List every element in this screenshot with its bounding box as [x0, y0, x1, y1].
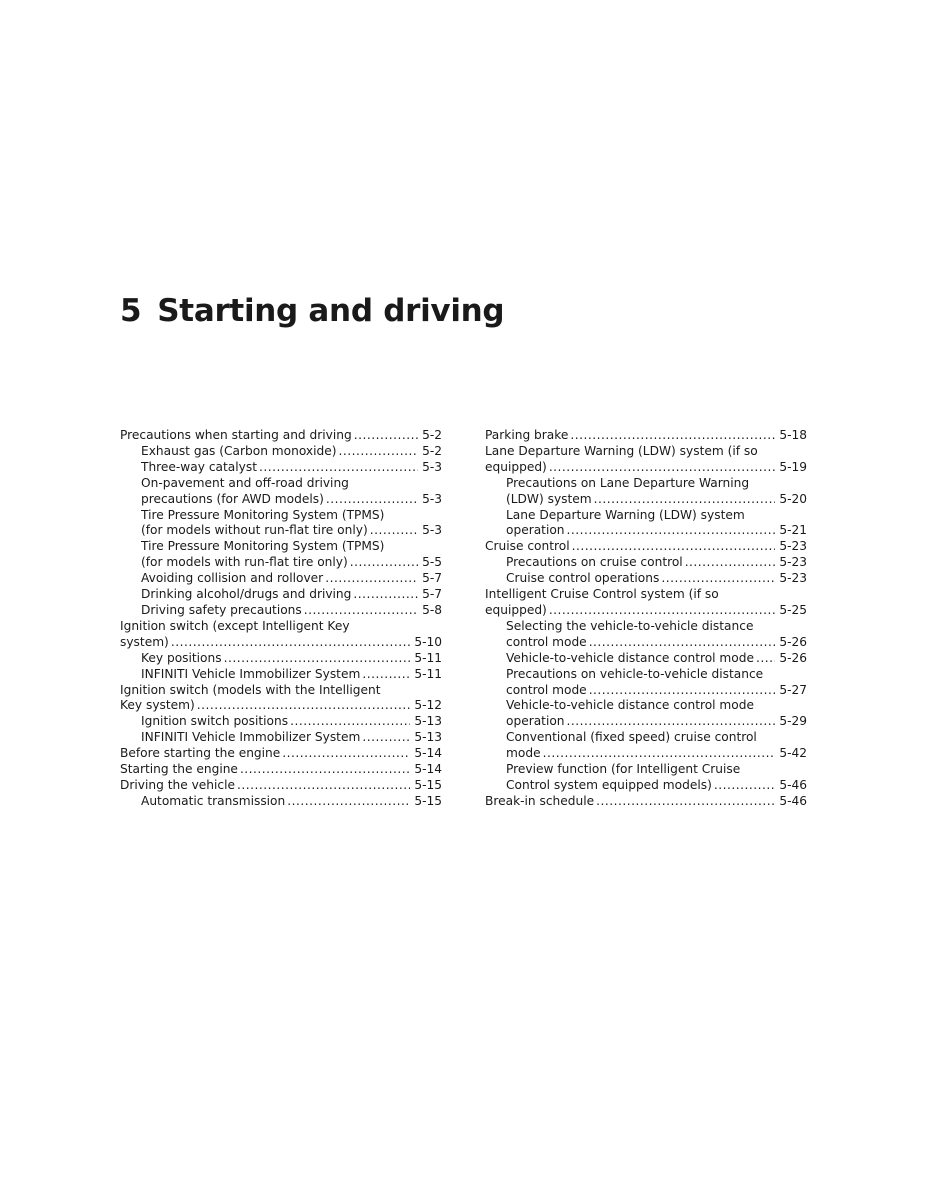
- toc-entry-text: Parking brake: [485, 428, 569, 442]
- toc-dot-leader: [659, 571, 775, 587]
- toc-dot-leader: [222, 651, 411, 667]
- toc-entry-text: mode: [506, 746, 541, 761]
- toc-entry-text: Exhaust gas (Carbon monoxide): [141, 443, 337, 458]
- toc-entry-row: [141, 523, 442, 539]
- toc-dot-leader: [592, 492, 776, 508]
- toc-page-number[interactable]: 5-7: [422, 571, 442, 586]
- toc-entry-text: equipped): [485, 602, 547, 617]
- toc-entry-text: On-pavement and off-road driving: [141, 475, 349, 490]
- toc-entry[interactable]: [120, 651, 442, 667]
- toc-entry-row: [141, 460, 442, 476]
- toc-page-number[interactable]: 5-10: [414, 634, 442, 649]
- toc-entry-row: [506, 778, 807, 794]
- toc-entry-text: Conventional (fixed speed) cruise control: [506, 730, 757, 745]
- toc-entry-text: INFINITI Vehicle Immobilizer System: [141, 730, 361, 745]
- toc-page-number[interactable]: 5-29: [779, 714, 807, 729]
- toc-entry[interactable]: [120, 603, 442, 619]
- toc-entry[interactable]: [485, 794, 807, 810]
- toc-entry-text: Three-way catalyst: [141, 459, 257, 474]
- toc-entry[interactable]: [120, 619, 442, 651]
- toc-entry-text: Avoiding collision and rollover: [141, 571, 324, 586]
- toc-page-number[interactable]: 5-3: [422, 523, 442, 538]
- toc-entry-row: [141, 444, 442, 460]
- toc-dot-leader: [348, 555, 418, 571]
- toc-entry-row: [506, 714, 807, 730]
- toc-dot-leader: [360, 667, 410, 683]
- toc-entry-row: [506, 492, 807, 508]
- toc-dot-leader: [288, 714, 410, 730]
- toc-entry-text: Before starting the engine: [120, 746, 281, 761]
- toc-entry-row: [506, 571, 807, 587]
- toc-entry[interactable]: [485, 730, 807, 762]
- toc-entry-text: Tire Pressure Monitoring System (TPMS): [141, 539, 385, 554]
- toc-page-number[interactable]: 5-3: [422, 491, 442, 506]
- toc-entry[interactable]: [120, 444, 442, 460]
- toc-page-number[interactable]: 5-11: [414, 650, 442, 665]
- toc-entry-text: control mode: [506, 634, 587, 649]
- toc-dot-leader: [280, 746, 410, 762]
- toc-page-number[interactable]: 5-25: [779, 602, 807, 617]
- toc-dot-leader: [324, 492, 418, 508]
- toc-entry[interactable]: [120, 428, 442, 444]
- toc-dot-leader: [712, 778, 775, 794]
- toc-entry-row: [506, 635, 807, 651]
- toc-entry[interactable]: [485, 555, 807, 571]
- toc-entry[interactable]: [485, 508, 807, 540]
- toc-dot-leader: [368, 523, 418, 539]
- toc-dot-leader: [323, 571, 418, 587]
- toc-entry-row: [120, 698, 442, 714]
- toc-entry-text: (LDW) system: [506, 491, 592, 506]
- toc-dot-leader: [541, 746, 776, 762]
- toc-entry[interactable]: [485, 619, 807, 651]
- toc-entry[interactable]: [485, 444, 807, 476]
- toc-dot-leader: [285, 794, 410, 810]
- toc-entry-row: [141, 651, 442, 667]
- toc-entry-text: Driving the vehicle: [120, 777, 235, 792]
- toc-entry-text: Selecting the vehicle-to-vehicle distance: [506, 618, 754, 633]
- toc-dot-leader: [360, 730, 410, 746]
- toc-entry[interactable]: [485, 428, 807, 444]
- chapter-title-text: Starting and driving: [157, 293, 505, 329]
- toc-entry-text: Precautions on vehicle-to-vehicle distance: [506, 666, 764, 681]
- toc-entry-row: [506, 746, 807, 762]
- toc-entry-text: Key positions: [141, 650, 222, 665]
- toc-entry[interactable]: [485, 667, 807, 699]
- toc-entry[interactable]: [485, 587, 807, 619]
- toc-entry-text: Starting the engine: [120, 762, 238, 777]
- toc-page-number[interactable]: 5-26: [779, 634, 807, 649]
- toc-entry[interactable]: [485, 476, 807, 508]
- toc-entry-row: [506, 651, 807, 667]
- toc-dot-leader: [337, 444, 419, 460]
- toc-page-number[interactable]: 5-2: [422, 443, 442, 458]
- toc-entry[interactable]: [120, 508, 442, 540]
- chapter-title: [120, 293, 504, 329]
- toc-entry-text: equipped): [485, 459, 547, 474]
- toc-entry[interactable]: [120, 476, 442, 508]
- toc-dot-leader: [754, 651, 775, 667]
- toc-dot-leader: [587, 635, 776, 651]
- toc-dot-leader: [352, 428, 418, 444]
- toc-dot-leader: [547, 603, 776, 619]
- toc-entry[interactable]: [120, 714, 442, 730]
- toc-page-number[interactable]: 5-19: [779, 459, 807, 474]
- toc-entry-row: [485, 428, 807, 444]
- toc-page-number[interactable]: 5-5: [422, 555, 442, 570]
- toc-dot-leader: [302, 603, 418, 619]
- toc-entry-text: Driving safety precautions: [141, 602, 302, 617]
- toc-page-number[interactable]: 5-21: [779, 523, 807, 538]
- toc-entry-text: Ignition switch positions: [141, 714, 289, 729]
- toc-dot-leader: [570, 539, 776, 555]
- toc-entry-text: operation: [506, 523, 565, 538]
- toc-page-number[interactable]: 5-12: [414, 698, 442, 713]
- toc-entry[interactable]: [120, 730, 442, 746]
- toc-page-number[interactable]: 5-15: [414, 793, 442, 808]
- toc-dot-leader: [257, 460, 418, 476]
- toc-entry-text: Drinking alcohol/drugs and driving: [141, 587, 352, 602]
- toc-page-number[interactable]: 5-7: [422, 587, 442, 602]
- toc-entry-row: [506, 555, 807, 571]
- toc-entry[interactable]: [120, 539, 442, 571]
- toc-page-number[interactable]: 5-15: [414, 777, 442, 792]
- toc-entry-text: operation: [506, 714, 565, 729]
- toc-entry[interactable]: [120, 746, 442, 762]
- toc-right-column: [485, 428, 807, 810]
- toc-entry-row: [506, 683, 807, 699]
- toc-entry-row: [120, 428, 442, 444]
- toc-entry-row: [141, 571, 442, 587]
- toc-entry-text: Precautions on Lane Departure Warning: [506, 475, 750, 490]
- toc-dot-leader: [594, 794, 775, 810]
- toc-entry-row: [141, 667, 442, 683]
- toc-entry-row: [141, 794, 442, 810]
- toc-entry-row: [141, 587, 442, 603]
- toc-page-number[interactable]: 5-23: [779, 555, 807, 570]
- toc-entry-text: Intelligent Cruise Control system (if so: [485, 587, 719, 602]
- toc-page-number[interactable]: 5-23: [779, 571, 807, 586]
- toc-entry-row: [141, 555, 442, 571]
- toc-entry-row: [120, 635, 442, 651]
- toc-dot-leader: [169, 635, 411, 651]
- toc-entry[interactable]: [485, 762, 807, 794]
- toc-entry-text: Vehicle-to-vehicle distance control mode: [506, 650, 754, 665]
- toc-entry-text: control mode: [506, 682, 587, 697]
- toc-entry-text: system): [120, 634, 169, 649]
- toc-dot-leader: [565, 714, 776, 730]
- toc-entry-text: (for models without run-flat tire only): [141, 523, 368, 538]
- toc-entry-text: Key system): [120, 698, 195, 713]
- toc-page-number[interactable]: 5-13: [414, 730, 442, 745]
- toc-entry[interactable]: [485, 571, 807, 587]
- toc-page-number[interactable]: 5-20: [779, 491, 807, 506]
- toc-page-number[interactable]: 5-18: [779, 428, 807, 442]
- toc-page-number[interactable]: 5-23: [779, 539, 807, 554]
- toc-entry[interactable]: [485, 651, 807, 667]
- toc-entry-row: [120, 778, 442, 794]
- toc-entry-text: Ignition switch (except Intelligent Key: [120, 618, 350, 633]
- toc-entry[interactable]: [120, 762, 442, 778]
- toc-dot-leader: [238, 762, 410, 778]
- toc-entry-text: Tire Pressure Monitoring System (TPMS): [141, 507, 385, 522]
- toc-entry-text: INFINITI Vehicle Immobilizer System: [141, 666, 361, 681]
- toc-entry-row: [485, 539, 807, 555]
- toc-page-number[interactable]: 5-2: [422, 428, 442, 442]
- toc-entry-row: [141, 714, 442, 730]
- toc-entry[interactable]: [120, 683, 442, 715]
- toc-page-number[interactable]: 5-3: [422, 459, 442, 474]
- toc-page-number[interactable]: 5-14: [414, 746, 442, 761]
- chapter-number: 5: [120, 293, 142, 329]
- toc-dot-leader: [587, 683, 776, 699]
- toc-dot-leader: [568, 428, 775, 444]
- toc-entry[interactable]: [485, 539, 807, 555]
- toc-entry[interactable]: [120, 587, 442, 603]
- toc-entry-row: [485, 794, 807, 810]
- toc-entry-text: Lane Departure Warning (LDW) system (if so: [485, 443, 758, 458]
- toc-entry[interactable]: [485, 698, 807, 730]
- toc-entry-text: Break-in schedule: [485, 793, 595, 808]
- toc-dot-leader: [547, 460, 776, 476]
- toc-entry[interactable]: [120, 667, 442, 683]
- toc-entry-text: Lane Departure Warning (LDW) system: [506, 507, 745, 522]
- toc-entry-text: (for models with run-flat tire only): [141, 555, 348, 570]
- toc-entry-text: precautions (for AWD models): [141, 491, 324, 506]
- toc-entry-text: Control system equipped models): [506, 777, 712, 792]
- toc-entry-row: [120, 746, 442, 762]
- toc-entry-text: Ignition switch (models with the Intelligent: [120, 682, 381, 697]
- toc-entry-row: [141, 603, 442, 619]
- toc-dot-leader: [195, 698, 411, 714]
- toc-entry-row: [141, 730, 442, 746]
- toc-entry-text: Precautions when starting and driving: [120, 428, 352, 442]
- toc-entry[interactable]: [120, 571, 442, 587]
- toc-page-number[interactable]: 5-14: [414, 762, 442, 777]
- toc-dot-leader: [351, 587, 418, 603]
- toc-dot-leader: [235, 778, 410, 794]
- toc-entry-row: [485, 460, 807, 476]
- toc-entry[interactable]: [120, 778, 442, 794]
- toc-entry-text: Vehicle-to-vehicle distance control mode: [506, 698, 754, 713]
- toc-entry-text: Automatic transmission: [141, 793, 286, 808]
- toc-page-number[interactable]: 5-46: [779, 777, 807, 792]
- toc-entry-row: [506, 523, 807, 539]
- toc-entry-text: Cruise control: [485, 539, 570, 554]
- toc-entry-text: Precautions on cruise control: [506, 555, 683, 570]
- toc-entry[interactable]: [120, 794, 442, 810]
- toc-page-number[interactable]: 5-46: [779, 793, 807, 808]
- toc-page-number[interactable]: 5-26: [779, 650, 807, 665]
- toc-page-number[interactable]: 5-27: [779, 682, 807, 697]
- toc-page-number[interactable]: 5-11: [414, 666, 442, 681]
- toc-entry[interactable]: [120, 460, 442, 476]
- toc-left-column: [120, 428, 442, 810]
- toc-entry-row: [485, 603, 807, 619]
- toc-dot-leader: [683, 555, 776, 571]
- toc-entry-text: Cruise control operations: [506, 571, 660, 586]
- toc-page-number[interactable]: 5-42: [779, 746, 807, 761]
- toc-dot-leader: [565, 523, 776, 539]
- toc-page-number[interactable]: 5-13: [414, 714, 442, 729]
- toc-entry-row: [141, 492, 442, 508]
- toc-entry-text: Preview function (for Intelligent Cruise: [506, 762, 741, 777]
- toc-entry-row: [120, 762, 442, 778]
- toc-page-number[interactable]: 5-8: [422, 602, 442, 617]
